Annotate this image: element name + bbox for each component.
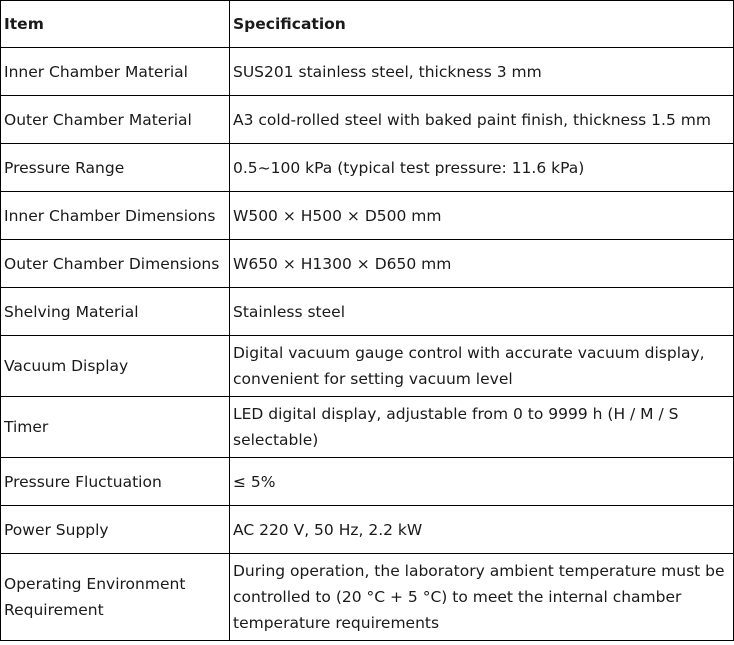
row-item: Inner Chamber Dimensions <box>1 192 230 240</box>
row-item: Outer Chamber Material <box>1 96 230 144</box>
table-row <box>1 288 734 336</box>
row-spec: AC 220 V, 50 Hz, 2.2 kW <box>230 506 734 554</box>
table-row <box>1 554 734 641</box>
table-row <box>1 48 734 96</box>
row-spec: ≤ 5% <box>230 458 734 506</box>
row-item: Timer <box>1 397 230 458</box>
row-spec: 0.5~100 kPa (typical test pressure: 11.6 kPa) <box>230 144 734 192</box>
header-item: Item <box>1 1 230 48</box>
row-spec: A3 cold-rolled steel with baked paint finish, thickness 1.5 mm <box>230 96 734 144</box>
row-item: Power Supply <box>1 506 230 554</box>
row-spec: Digital vacuum gauge control with accurate vacuum display, convenient for setting vacuum level <box>230 336 734 397</box>
table-header-row <box>1 1 734 48</box>
table-row <box>1 96 734 144</box>
table-row <box>1 144 734 192</box>
row-item: Vacuum Display <box>1 336 230 397</box>
table-row <box>1 192 734 240</box>
row-item: Operating Environment Requirement <box>1 554 230 641</box>
row-spec: During operation, the laboratory ambient temperature must be controlled to (20 °C + 5 °C) to meet the internal chamber temperature requirements <box>230 554 734 641</box>
row-spec: W500 × H500 × D500 mm <box>230 192 734 240</box>
table-row <box>1 397 734 458</box>
table-row <box>1 240 734 288</box>
row-item: Pressure Range <box>1 144 230 192</box>
row-item: Shelving Material <box>1 288 230 336</box>
row-item: Outer Chamber Dimensions <box>1 240 230 288</box>
table-row <box>1 336 734 397</box>
row-item: Pressure Fluctuation <box>1 458 230 506</box>
row-spec: Stainless steel <box>230 288 734 336</box>
table-row <box>1 506 734 554</box>
row-item: Inner Chamber Material <box>1 48 230 96</box>
table-row <box>1 458 734 506</box>
row-spec: LED digital display, adjustable from 0 to 9999 h (H / M / S selectable) <box>230 397 734 458</box>
header-specification: Specification <box>230 1 734 48</box>
row-spec: W650 × H1300 × D650 mm <box>230 240 734 288</box>
row-spec: SUS201 stainless steel, thickness 3 mm <box>230 48 734 96</box>
